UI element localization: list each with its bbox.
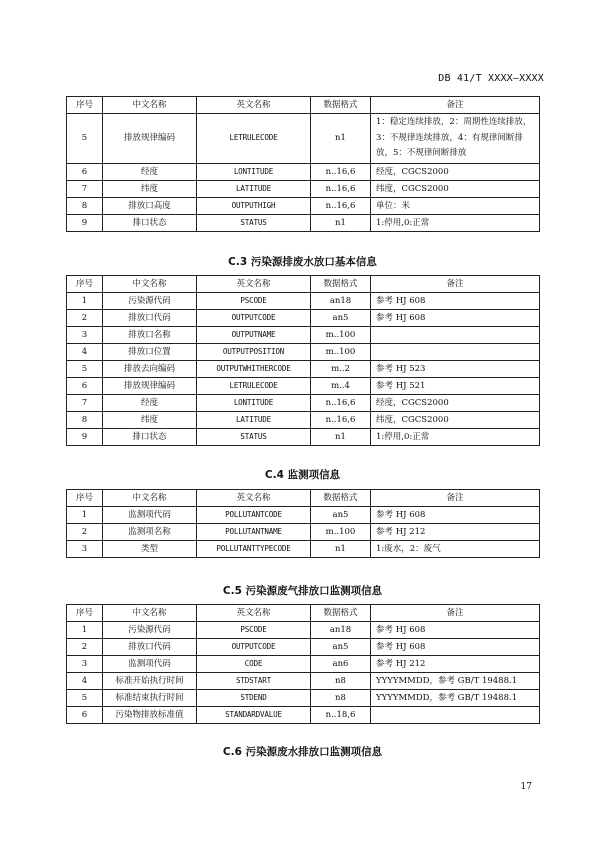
cell-cn-name: 污染物排放标准值 <box>103 707 197 724</box>
cell-format: an5 <box>311 507 371 524</box>
cell-format: m..100 <box>311 524 371 541</box>
table-row <box>67 197 540 214</box>
cell-index: 6 <box>67 707 103 724</box>
cell-index: 7 <box>67 395 103 412</box>
table-row <box>67 378 540 395</box>
cell-cn-name: 标准结束执行时间 <box>103 690 197 707</box>
cell-cn-name: 监测项名称 <box>103 524 197 541</box>
cell-en-name: LETRULECODE <box>197 378 311 395</box>
col-cn-name: 中文名称 <box>103 97 197 114</box>
cell-format: n..16,6 <box>311 395 371 412</box>
col-index: 序号 <box>67 605 103 622</box>
cell-cn-name: 污染源代码 <box>103 293 197 310</box>
page-number: 17 <box>520 782 532 792</box>
cell-cn-name: 纬度 <box>103 180 197 197</box>
cell-index: 5 <box>67 361 103 378</box>
table-row <box>67 507 540 524</box>
col-format: 数据格式 <box>311 276 371 293</box>
cell-note: 经度，CGCS2000 <box>371 395 540 412</box>
table-row <box>67 656 540 673</box>
table-c4 <box>66 489 540 558</box>
table-row <box>67 327 540 344</box>
cell-note: 1：稳定连续排放，2：周期性连续排放，3：不规律连续排放，4：有规律间断排放，5：不规律间断排放 <box>371 114 540 164</box>
col-cn-name: 中文名称 <box>103 276 197 293</box>
cell-note: 参考 HJ 608 <box>371 310 540 327</box>
cell-format: n..18,6 <box>311 707 371 724</box>
cell-format: n8 <box>311 673 371 690</box>
cell-en-name: OUTPUTWHITHERCODE <box>197 361 311 378</box>
table-header <box>67 605 540 622</box>
cell-format: n1 <box>311 429 371 446</box>
cell-note: 参考 HJ 521 <box>371 378 540 395</box>
col-note: 备注 <box>371 97 540 114</box>
cell-cn-name: 排放口位置 <box>103 344 197 361</box>
cell-format: n1 <box>311 114 371 164</box>
cell-en-name: LATITUDE <box>197 412 311 429</box>
cell-note: 单位：米 <box>371 197 540 214</box>
table-row <box>67 412 540 429</box>
table-row <box>67 429 540 446</box>
table-row <box>67 163 540 180</box>
cell-en-name: LONTITUDE <box>197 163 311 180</box>
table-row <box>67 293 540 310</box>
cell-note <box>371 344 540 361</box>
table-row <box>67 114 540 164</box>
cell-cn-name: 排放口名称 <box>103 327 197 344</box>
cell-en-name: CODE <box>197 656 311 673</box>
cell-note: 经度，CGCS2000 <box>371 163 540 180</box>
cell-en-name: LATITUDE <box>197 180 311 197</box>
cell-en-name: STDSTART <box>197 673 311 690</box>
section-title-c5: C.5 污染源废气排放口监测项信息 <box>222 585 383 597</box>
cell-en-name: OUTPUTHIGH <box>197 197 311 214</box>
table-header <box>67 490 540 507</box>
cell-index: 1 <box>67 622 103 639</box>
cell-en-name: PSCODE <box>197 622 311 639</box>
col-index: 序号 <box>67 490 103 507</box>
col-en-name: 英文名称 <box>197 97 311 114</box>
cell-format: n1 <box>311 214 371 231</box>
table-row <box>67 639 540 656</box>
col-en-name: 英文名称 <box>197 490 311 507</box>
cell-cn-name: 监测项代码 <box>103 507 197 524</box>
table-row <box>67 310 540 327</box>
cell-index: 3 <box>67 656 103 673</box>
cell-en-name: STATUS <box>197 429 311 446</box>
cell-format: n8 <box>311 690 371 707</box>
cell-en-name: LONTITUDE <box>197 395 311 412</box>
cell-note: YYYYMMDD，参考 GB/T 19488.1 <box>371 690 540 707</box>
cell-en-name: POLLUTANTTYPECODE <box>197 541 311 558</box>
table-c3 <box>66 275 540 446</box>
cell-en-name: LETRULECODE <box>197 114 311 164</box>
cell-note: YYYYMMDD，参考 GB/T 19488.1 <box>371 673 540 690</box>
cell-index: 2 <box>67 310 103 327</box>
cell-format: m..4 <box>311 378 371 395</box>
section-title-c6: C.6 污染源废水排放口监测项信息 <box>222 746 383 758</box>
cell-index: 9 <box>67 214 103 231</box>
table-row <box>67 673 540 690</box>
cell-note: 参考 HJ 608 <box>371 639 540 656</box>
cell-cn-name: 经度 <box>103 163 197 180</box>
cell-en-name: OUTPUTCODE <box>197 639 311 656</box>
section-title-c3: C.3 污染源排废水放口基本信息 <box>228 256 377 268</box>
cell-en-name: OUTPUTNAME <box>197 327 311 344</box>
cell-format: an5 <box>311 639 371 656</box>
col-note: 备注 <box>371 605 540 622</box>
cell-index: 6 <box>67 163 103 180</box>
cell-format: n1 <box>311 541 371 558</box>
cell-cn-name: 纬度 <box>103 412 197 429</box>
cell-format: an18 <box>311 293 371 310</box>
table-header <box>67 276 540 293</box>
cell-en-name: PSCODE <box>197 293 311 310</box>
cell-note: 纬度，CGCS2000 <box>371 180 540 197</box>
cell-index: 4 <box>67 673 103 690</box>
cell-index: 4 <box>67 344 103 361</box>
cell-note: 纬度，CGCS2000 <box>371 412 540 429</box>
cell-note <box>371 707 540 724</box>
col-format: 数据格式 <box>311 97 371 114</box>
cell-format: n..16,6 <box>311 180 371 197</box>
table-row <box>67 180 540 197</box>
table-row <box>67 622 540 639</box>
col-cn-name: 中文名称 <box>103 490 197 507</box>
cell-en-name: STANDARDVALUE <box>197 707 311 724</box>
cell-index: 8 <box>67 412 103 429</box>
cell-index: 2 <box>67 639 103 656</box>
cell-en-name: OUTPUTCODE <box>197 310 311 327</box>
cell-format: an6 <box>311 656 371 673</box>
cell-index: 2 <box>67 524 103 541</box>
col-en-name: 英文名称 <box>197 276 311 293</box>
cell-index: 1 <box>67 507 103 524</box>
cell-index: 5 <box>67 690 103 707</box>
col-note: 备注 <box>371 490 540 507</box>
cell-format: an5 <box>311 310 371 327</box>
cell-index: 6 <box>67 378 103 395</box>
cell-index: 8 <box>67 197 103 214</box>
cell-en-name: STATUS <box>197 214 311 231</box>
cell-format: m..100 <box>311 327 371 344</box>
table-outlet-continuation <box>66 96 540 232</box>
cell-index: 5 <box>67 114 103 164</box>
table-row <box>67 395 540 412</box>
cell-cn-name: 排放去向编码 <box>103 361 197 378</box>
col-format: 数据格式 <box>311 605 371 622</box>
cell-note: 参考 HJ 608 <box>371 622 540 639</box>
table-c5 <box>66 604 540 724</box>
cell-en-name: OUTPUTPOSITION <box>197 344 311 361</box>
document-id: DB 41/T XXXX—XXXX <box>438 73 544 84</box>
cell-note: 参考 HJ 523 <box>371 361 540 378</box>
cell-cn-name: 排放口代码 <box>103 639 197 656</box>
cell-format: m..2 <box>311 361 371 378</box>
cell-index: 7 <box>67 180 103 197</box>
cell-index: 1 <box>67 293 103 310</box>
table-row <box>67 361 540 378</box>
cell-cn-name: 污染源代码 <box>103 622 197 639</box>
cell-en-name: STDEND <box>197 690 311 707</box>
cell-note: 1:停用,0:正常 <box>371 429 540 446</box>
cell-cn-name: 经度 <box>103 395 197 412</box>
col-index: 序号 <box>67 97 103 114</box>
cell-note: 参考 HJ 212 <box>371 524 540 541</box>
cell-format: n..16,6 <box>311 197 371 214</box>
cell-cn-name: 标准开始执行时间 <box>103 673 197 690</box>
cell-note: 1:停用,0:正常 <box>371 214 540 231</box>
cell-index: 9 <box>67 429 103 446</box>
table-row <box>67 524 540 541</box>
section-title-c4: C.4 监测项信息 <box>264 469 341 481</box>
cell-index: 3 <box>67 327 103 344</box>
cell-format: n..16,6 <box>311 412 371 429</box>
table-row <box>67 344 540 361</box>
table-row <box>67 214 540 231</box>
cell-cn-name: 排放规律编码 <box>103 114 197 164</box>
cell-en-name: POLLUTANTNAME <box>197 524 311 541</box>
cell-note: 参考 HJ 608 <box>371 507 540 524</box>
col-note: 备注 <box>371 276 540 293</box>
col-en-name: 英文名称 <box>197 605 311 622</box>
cell-note: 1:废水，2：废气 <box>371 541 540 558</box>
cell-format: m..100 <box>311 344 371 361</box>
table-row <box>67 707 540 724</box>
cell-note <box>371 327 540 344</box>
col-format: 数据格式 <box>311 490 371 507</box>
cell-cn-name: 排口状态 <box>103 214 197 231</box>
cell-cn-name: 类型 <box>103 541 197 558</box>
cell-note: 参考 HJ 608 <box>371 293 540 310</box>
cell-cn-name: 排口状态 <box>103 429 197 446</box>
cell-format: an18 <box>311 622 371 639</box>
cell-cn-name: 排放规律编码 <box>103 378 197 395</box>
table-row <box>67 541 540 558</box>
table-row <box>67 690 540 707</box>
col-index: 序号 <box>67 276 103 293</box>
cell-en-name: POLLUTANTCODE <box>197 507 311 524</box>
cell-cn-name: 监测项代码 <box>103 656 197 673</box>
table-header <box>67 97 540 114</box>
cell-cn-name: 排放口代码 <box>103 310 197 327</box>
cell-cn-name: 排放口高度 <box>103 197 197 214</box>
cell-note: 参考 HJ 212 <box>371 656 540 673</box>
col-cn-name: 中文名称 <box>103 605 197 622</box>
cell-format: n..16,6 <box>311 163 371 180</box>
cell-index: 3 <box>67 541 103 558</box>
